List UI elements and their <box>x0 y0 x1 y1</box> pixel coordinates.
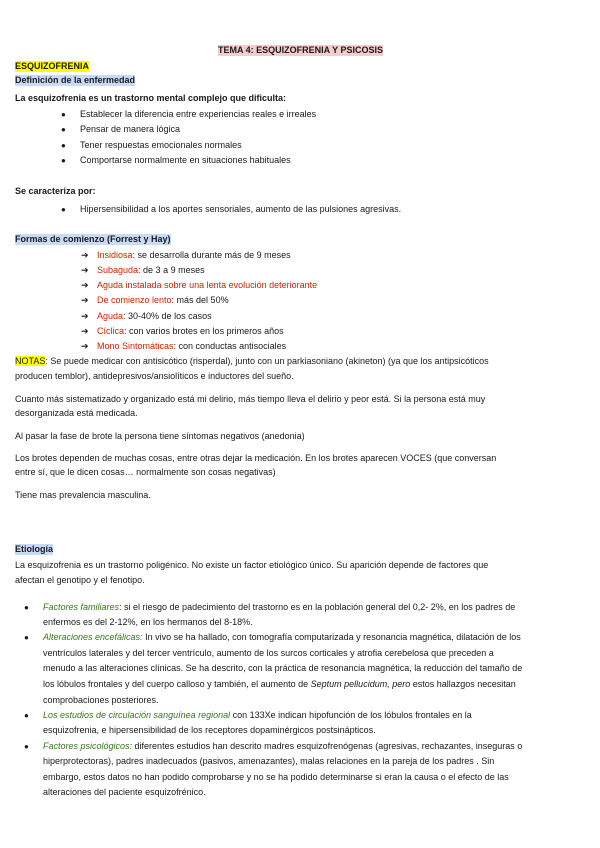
bullet-dot-icon: ● <box>61 156 66 165</box>
paragraph: Cuanto más sistematizado y organizado está mi delirio, más tiempo lleva el delirio y peor está. Si la persona está muy <box>15 394 486 404</box>
list-item: Mono Sintomáticas: con conductas antisociales <box>97 341 287 351</box>
list-item: Insidiosa: se desarrolla durante más de 9 meses <box>97 250 291 260</box>
paragraph: Los brotes dependen de muchas cosas, entre otras dejar la medicación. En los brotes aparecen VOCES (que conversan <box>15 453 497 463</box>
list-item-cont: comprobaciones posteriores. <box>43 695 159 705</box>
list-item-cont: enfermos es del 2-12%, en los hermanos del 8-18%. <box>43 617 253 627</box>
list-item: Factores familiares: si el riesgo de padecimiento del trastorno es en la población general del 0,2- 2%, en los padres de <box>43 602 516 612</box>
bullet-dot-icon: ● <box>24 603 29 612</box>
list-item: Hipersensibilidad a los aportes sensoriales, aumento de las pulsiones agresivas. <box>80 204 402 214</box>
list-item-cont: ventrículos laterales y del tercer ventrículo, aumento de los surcos corticales y atrofia cerebelosa que preceden a <box>43 648 494 658</box>
paragraph: desorganizada está medicada. <box>15 408 138 418</box>
caracteriza-label: Se caracteriza por: <box>15 186 96 196</box>
list-item-cont: esquizofrenia, e hipersensibilidad de los receptores dopaminérgicos postsinápticos. <box>43 725 376 735</box>
arrow-right-icon: ➔ <box>81 250 89 260</box>
notas-label: NOTAS <box>15 356 46 366</box>
subheading-etiologia: Etiología <box>15 544 53 554</box>
arrow-right-icon: ➔ <box>81 326 89 336</box>
paragraph: entre sí, que le dicen cosas… normalmente son cosas negativas) <box>15 467 276 477</box>
notas-line: NOTAS: Se puede medicar con antisicótico (risperdal), junto con un parkiasoniano (akineton) (ya que los antipsicóticos <box>15 356 489 366</box>
bullet-dot-icon: ● <box>24 742 29 751</box>
paragraph: Tiene mas prevalencia masculina. <box>15 490 151 500</box>
arrow-right-icon: ➔ <box>81 295 89 305</box>
list-item: Aguda instalada sobre una lenta evolución deteriorante <box>97 280 318 290</box>
arrow-right-icon: ➔ <box>81 265 89 275</box>
list-item: Tener respuestas emocionales normales <box>80 140 242 150</box>
list-item: Cíclica: con varios brotes en los primeros años <box>97 326 284 336</box>
list-item: Alteraciones encefálicas: In vivo se ha hallado, con tomografía computarizada y resonancia magnética, dilatación de los <box>43 632 521 642</box>
bullet-dot-icon: ● <box>24 633 29 642</box>
arrow-right-icon: ➔ <box>81 341 89 351</box>
list-item: Los estudios de circulación sanguínea regional con 133Xe indican hipofunción de los lóbulos frontales en la <box>43 710 472 720</box>
list-item: Establecer la diferencia entre experiencias reales e irreales <box>80 109 317 119</box>
paragraph: afectan el genotipo y el fenotipo. <box>15 575 145 585</box>
page-title: TEMA 4: ESQUIZOFRENIA Y PSICOSIS <box>218 45 384 55</box>
list-item: De comienzo lento: más del 50% <box>97 295 229 305</box>
list-item-cont: alteraciones del paciente esquizofrénico. <box>43 787 206 797</box>
list-item: Subaguda: de 3 a 9 meses <box>97 265 205 275</box>
paragraph: Al pasar la fase de brote la persona tiene síntomas negativos (anedonia) <box>15 431 305 441</box>
list-item-cont: embargo, estos datos no han podido comprobarse y no se ha podido determinarse si eran la causa o el efecto de las <box>43 772 509 782</box>
list-item: Pensar de manera lógica <box>80 124 181 134</box>
list-item-cont: menudo a las alteraciones clínicas. Se ha descrito, con la práctica de resonancia magnética, la reducción del tamaño de <box>43 663 523 673</box>
bullet-dot-icon: ● <box>61 205 66 214</box>
arrow-right-icon: ➔ <box>81 311 89 321</box>
paragraph: La esquizofrenia es un trastorno poligénico. No existe un factor etiológico único. Su aparición depende de factores que <box>15 560 489 570</box>
list-item: Factores psicológicos: diferentes estudios han descrito madres esquizofrenógenas (agresivas, rechazantes, inseguras o <box>43 741 523 751</box>
intro-text: La esquizofrenia es un trastorno mental complejo que dificulta: <box>15 93 287 103</box>
section-heading-esquizofrenia: ESQUIZOFRENIA <box>15 61 90 71</box>
list-item-cont: los lóbulos frontales y del cuerpo calloso y también, el aumento de Septum pellucidum, pero estos hallazgos necesitan <box>43 679 516 689</box>
bullet-dot-icon: ● <box>24 711 29 720</box>
list-item: Comportarse normalmente en situaciones habituales <box>80 155 291 165</box>
bullet-dot-icon: ● <box>61 125 66 134</box>
subheading-formas: Formas de comienzo (Forrest y Hay) <box>15 234 171 244</box>
bullet-dot-icon: ● <box>61 110 66 119</box>
subheading-definicion: Definición de la enfermedad <box>15 75 136 85</box>
arrow-right-icon: ➔ <box>81 280 89 290</box>
list-item-cont: hiperprotectoras), padres inadecuados (pasivos, amenazantes), malas relaciones en la pareja de los padres . Sin <box>43 756 495 766</box>
list-item: Aguda: 30-40% de los casos <box>97 311 212 321</box>
bullet-dot-icon: ● <box>61 141 66 150</box>
notas-line: producen temblor), antidepresivos/ansiolíticos e inductores del sueño. <box>15 371 294 381</box>
